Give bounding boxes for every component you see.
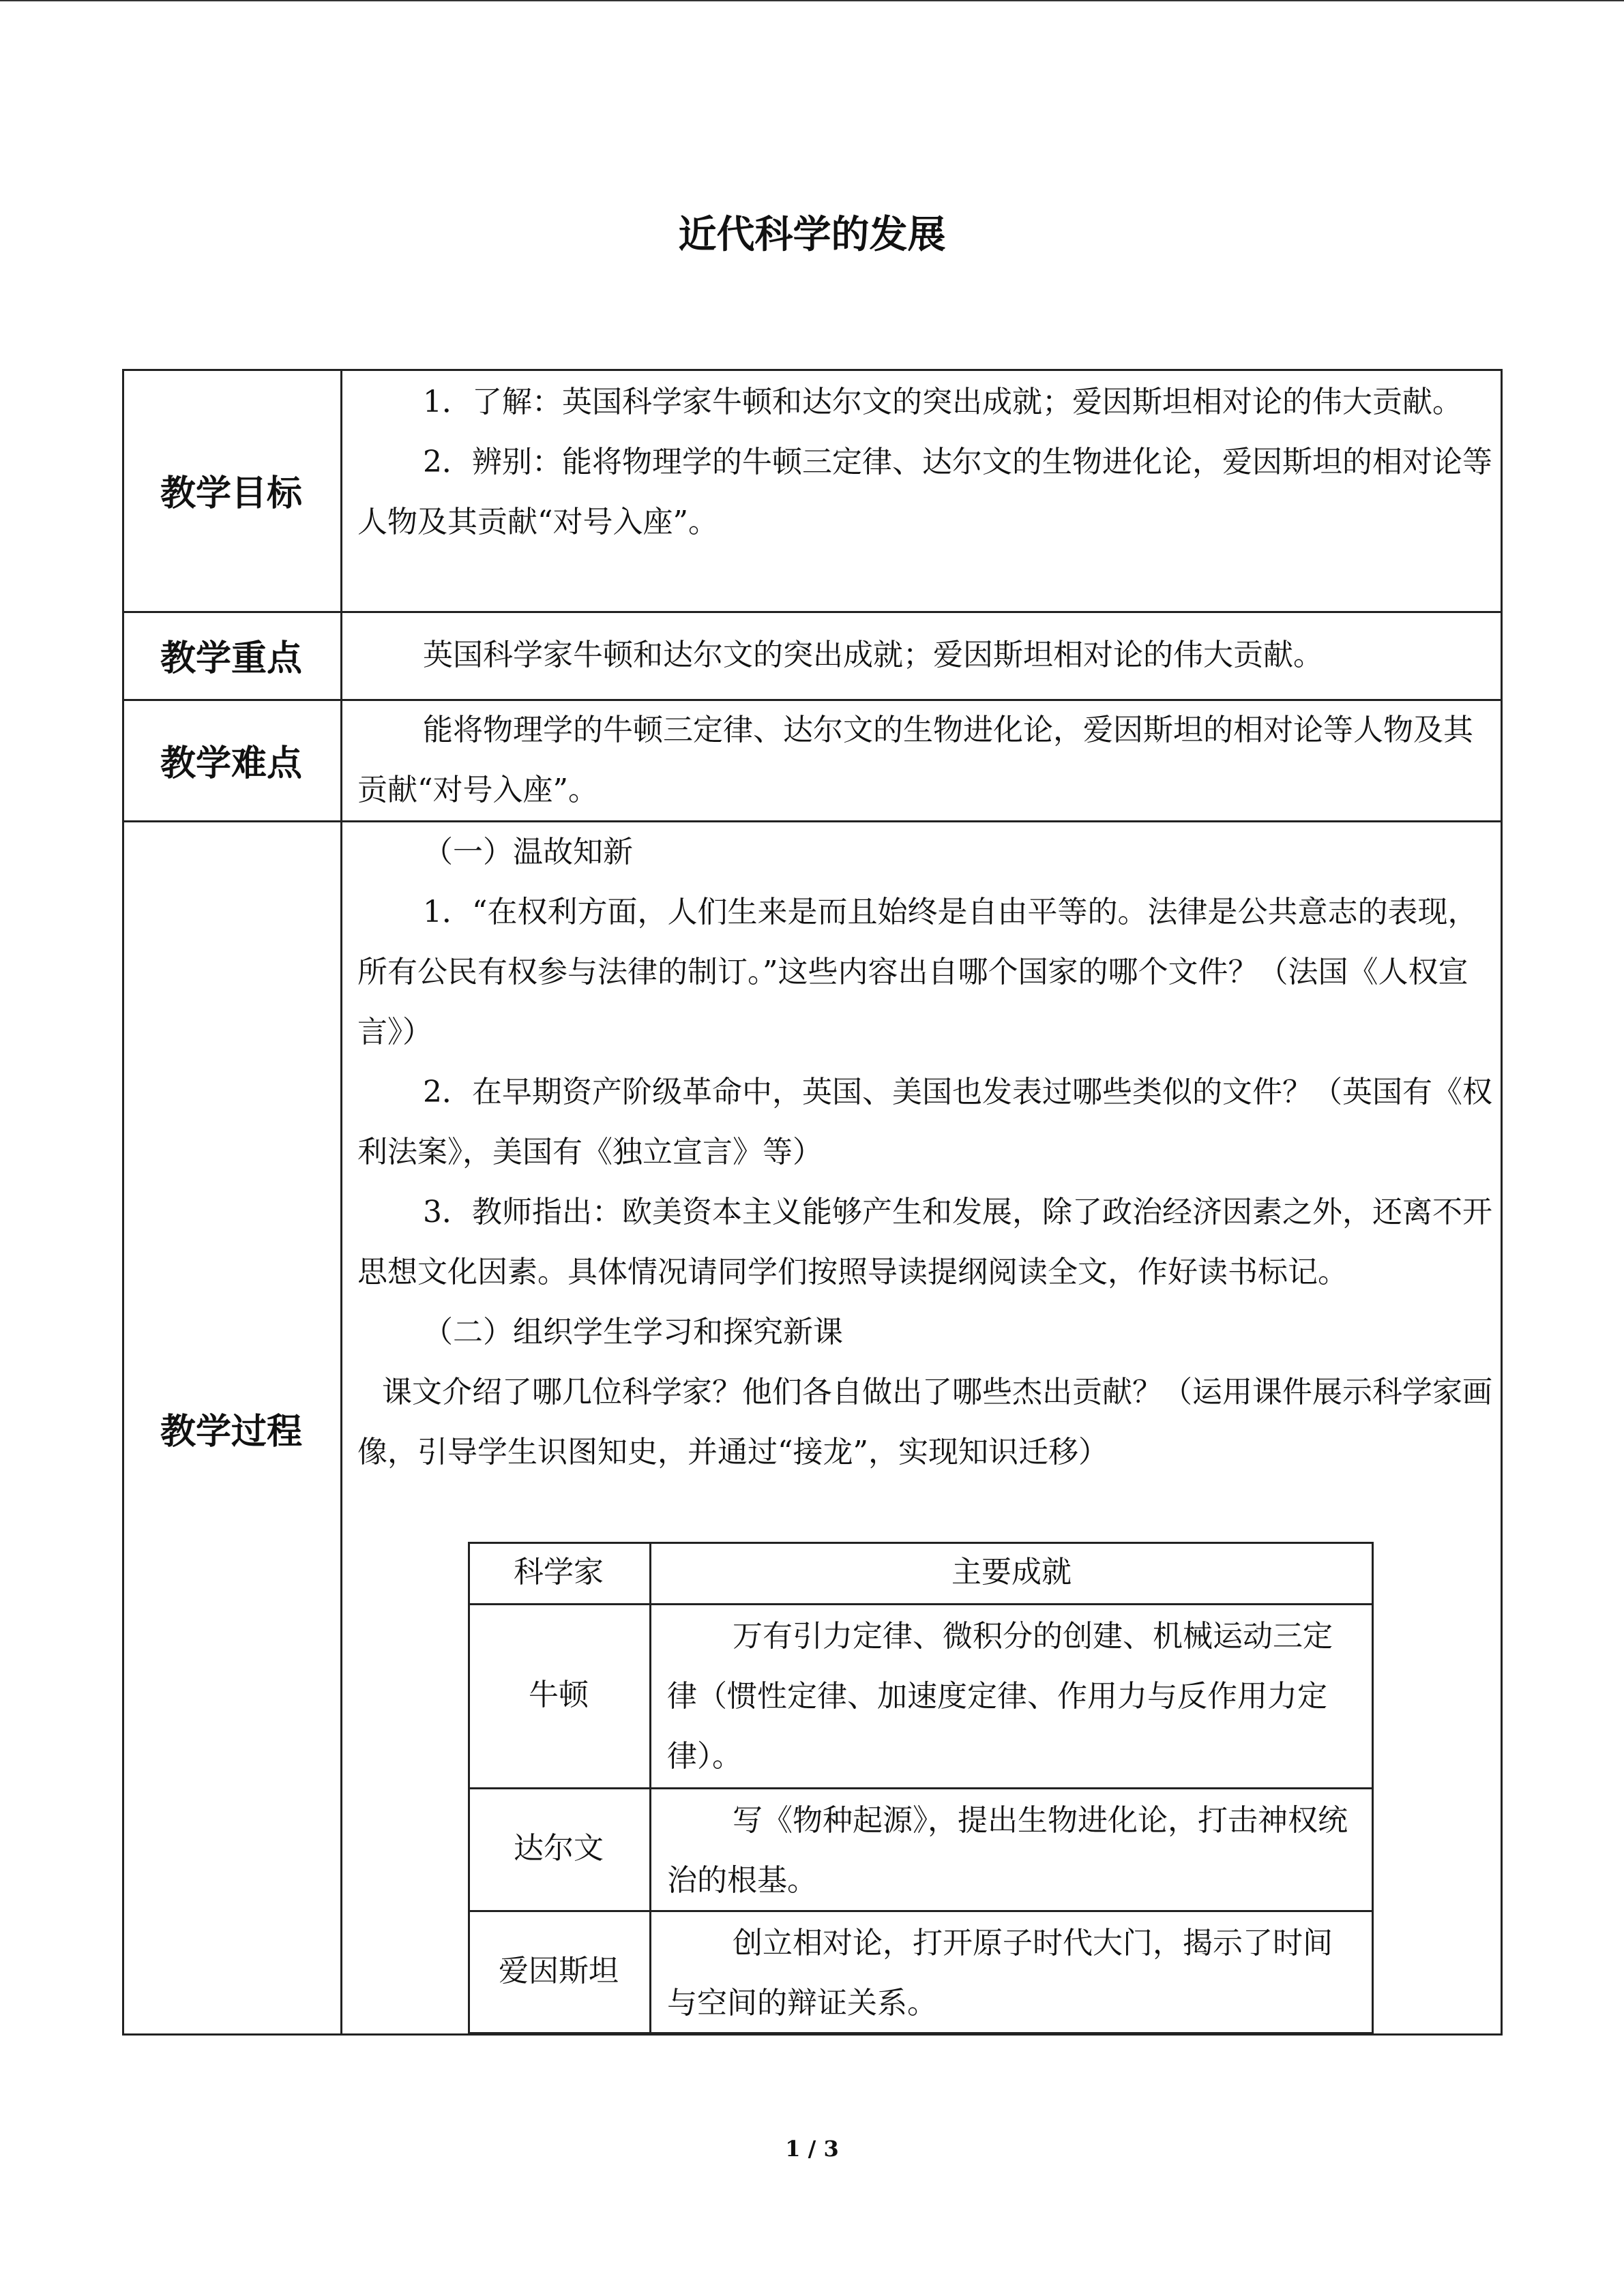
column-divider xyxy=(340,369,342,2036)
top-border xyxy=(0,0,1624,1)
paragraph: （一）温故知新 xyxy=(423,835,633,869)
difficulties-content xyxy=(357,700,1496,820)
achievement-cell xyxy=(667,1607,1357,1787)
scientist-name: 爱因斯坦 xyxy=(499,1954,619,1988)
paragraph: 英国科学家牛顿和达尔文的突出成就；爱因斯坦相对论的伟大贡献。 xyxy=(423,638,1323,672)
paragraph: 课文介绍了哪几位科学家？他们各自做出了哪些杰出贡献？（运用课件展示科学家画像，引导学生识图知史，并通过“接龙”，实现知识迁移） xyxy=(357,1375,1492,1470)
achievement-text: 万有引力定律、微积分的创建、机械运动三定律（惯性定律、加速度定律、作用力与反作用力定律）。 xyxy=(667,1619,1333,1774)
page-title: 近代科学的发展 xyxy=(678,213,946,257)
header-achievement: 主要成就 xyxy=(951,1555,1072,1590)
achievement-text: 创立相对论，打开原子时代大门，揭示了时间与空间的辩证关系。 xyxy=(667,1926,1333,2021)
paragraph: 2．辨别：能将物理学的牛顿三定律、达尔文的生物进化论，爱因斯坦的相对论等人物及其贡献“对号入座”。 xyxy=(357,445,1492,539)
header-scientist: 科学家 xyxy=(514,1555,604,1590)
key-points-content xyxy=(357,625,1496,685)
paragraph: 能将物理学的牛顿三定律、达尔文的生物进化论，爱因斯坦的相对论等人物及其贡献“对号入座”。 xyxy=(357,713,1473,807)
paragraph: （二）组织学生学习和探究新课 xyxy=(423,1315,843,1350)
scientist-name: 牛顿 xyxy=(529,1678,589,1712)
column-divider xyxy=(649,1542,651,2034)
row-label-key-points: 教学重点 xyxy=(160,638,302,679)
paragraph: 2．在早期资产阶级革命中，英国、美国也发表过哪些类似的文件？（英国有《权利法案》，美国有《独立宣言》等） xyxy=(357,1075,1492,1169)
scientist-name: 达尔文 xyxy=(514,1831,604,1866)
row-label-process: 教学过程 xyxy=(160,1411,302,1452)
achievement-cell xyxy=(667,1791,1357,1911)
paragraph: 1．“在权利方面，人们生来是而且始终是自由平等的。法律是公共意志的表现，所有公民有权参与法律的制订。”这些内容出自哪个国家的哪个文件？（法国《人权宣言》） xyxy=(357,895,1478,1049)
process-content xyxy=(357,822,1496,1482)
page-number: 1 / 3 xyxy=(785,2136,839,2162)
paragraph: 3．教师指出：欧美资本主义能够产生和发展，除了政治经济因素之外，还离不开思想文化因素。具体情况请同学们按照导读提纲阅读全文，作好读书标记。 xyxy=(357,1195,1492,1289)
scientist-table xyxy=(468,1542,1374,2034)
table-border xyxy=(1501,369,1503,2036)
row-label-difficulties: 教学难点 xyxy=(160,743,302,784)
objectives-content xyxy=(357,372,1496,552)
paragraph: 1．了解：英国科学家牛顿和达尔文的突出成就；爱因斯坦相对论的伟大贡献。 xyxy=(423,385,1462,419)
achievement-text: 写《物种起源》，提出生物进化论，打击神权统治的根基。 xyxy=(667,1803,1348,1898)
row-label-objectives: 教学目标 xyxy=(160,473,302,514)
table-border xyxy=(1372,1542,1374,2034)
achievement-cell xyxy=(667,1913,1357,2033)
